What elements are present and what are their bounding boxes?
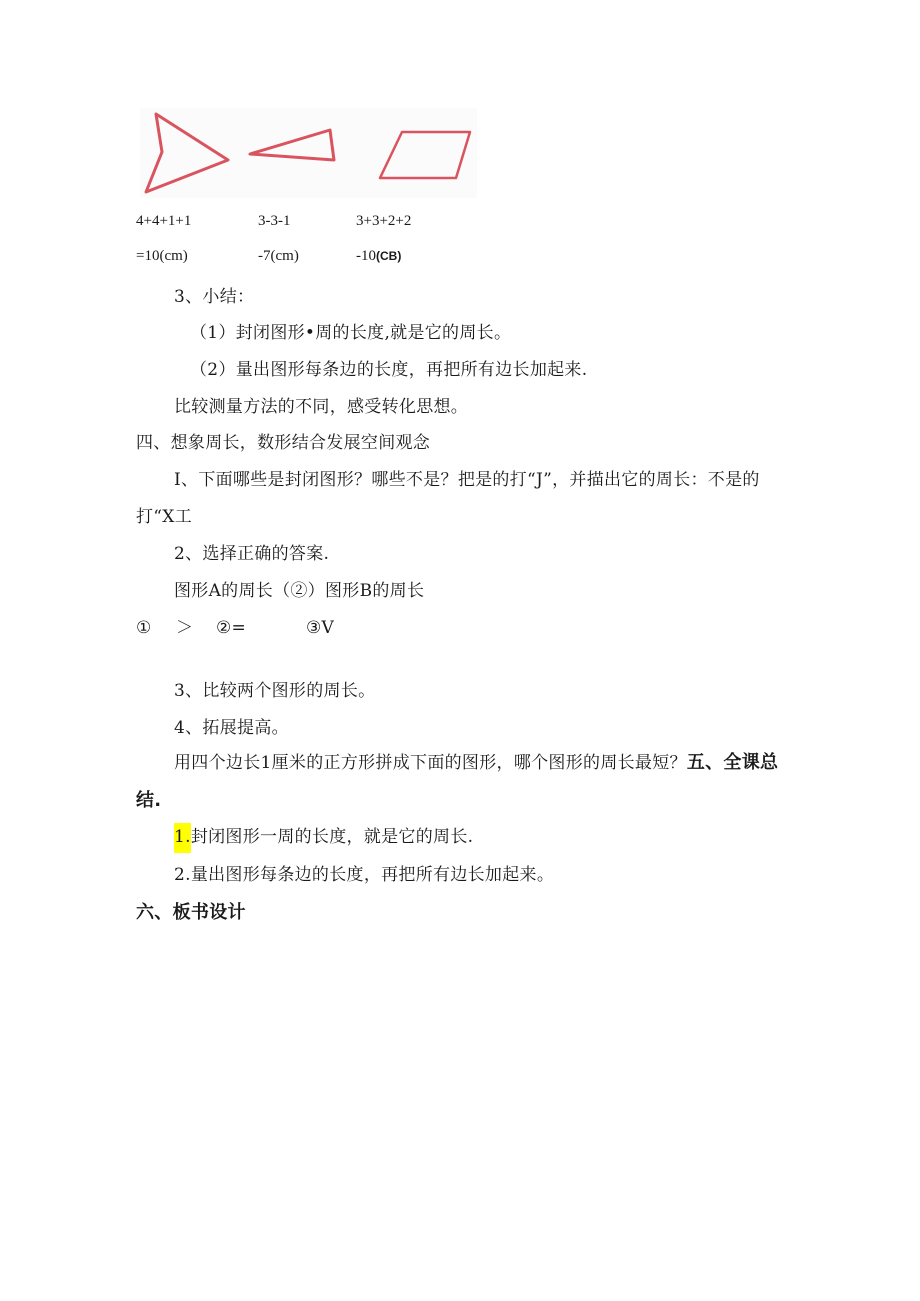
result-parallelogram — [356, 248, 401, 265]
conclusion-item-1-number: 1. — [174, 823, 191, 853]
summary-item-2: （2）量出图形每条边的长度，再把所有边长加起来. — [190, 360, 588, 380]
question-1-line-1: I、下面哪些是封闭图形？哪些不是？把是的打“J”，并描出它的周长：不是的 — [174, 470, 760, 490]
option-greater: ＞ — [176, 618, 194, 638]
section-5-title-start: 五、全课总 — [686, 752, 779, 773]
result-triangle: -7(cm) — [258, 248, 299, 264]
result-parallelogram-unit: (CB) — [376, 249, 402, 263]
option-2: ②= — [216, 618, 247, 638]
question-4-body: 用四个边长1厘米的正方形拼成下面的图形，哪个图形的周长最短？ — [174, 753, 687, 773]
result-arrow: =10(cm) — [136, 248, 188, 264]
question-2-options — [136, 613, 334, 638]
option-1: ① — [136, 618, 152, 638]
conclusion-item-2: 2.量出图形每条边的长度，再把所有边长加起来。 — [174, 865, 555, 885]
section-5-title-end: 结. — [136, 790, 162, 811]
question-2: 2、选择正确的答案. — [174, 544, 330, 564]
calc-arrow: 4+4+1+1 — [136, 213, 192, 229]
question-3: 3、比较两个图形的周长。 — [174, 681, 376, 701]
section-4-title: 四、想象周长，数形结合发展空间观念 — [136, 433, 431, 453]
summary-item-1: （1）封闭图形•周的长度,就是它的周长。 — [190, 323, 512, 343]
summary-heading: 3、小结： — [174, 287, 255, 307]
option-3: ③V — [306, 618, 335, 638]
result-parallelogram-value: -10 — [356, 248, 376, 264]
figure-background — [140, 108, 477, 198]
shapes-figure — [140, 108, 477, 198]
calc-triangle: 3-3-1 — [258, 213, 291, 229]
conclusion-item-1 — [174, 822, 473, 853]
summary-item-3: 比较测量方法的不同，感受转化思想。 — [174, 397, 469, 417]
conclusion-item-1-text: 封闭图形一周的长度，就是它的周长. — [190, 827, 474, 847]
calc-parallelogram: 3+3+2+2 — [356, 213, 412, 229]
question-4-text — [174, 748, 778, 774]
question-4: 4、拓展提高。 — [174, 718, 289, 738]
question-1-line-2: 打“X工 — [136, 507, 192, 527]
question-2-stem: 图形A的周长（②）图形B的周长 — [174, 581, 425, 601]
section-6-title: 六、板书设计 — [136, 902, 246, 923]
